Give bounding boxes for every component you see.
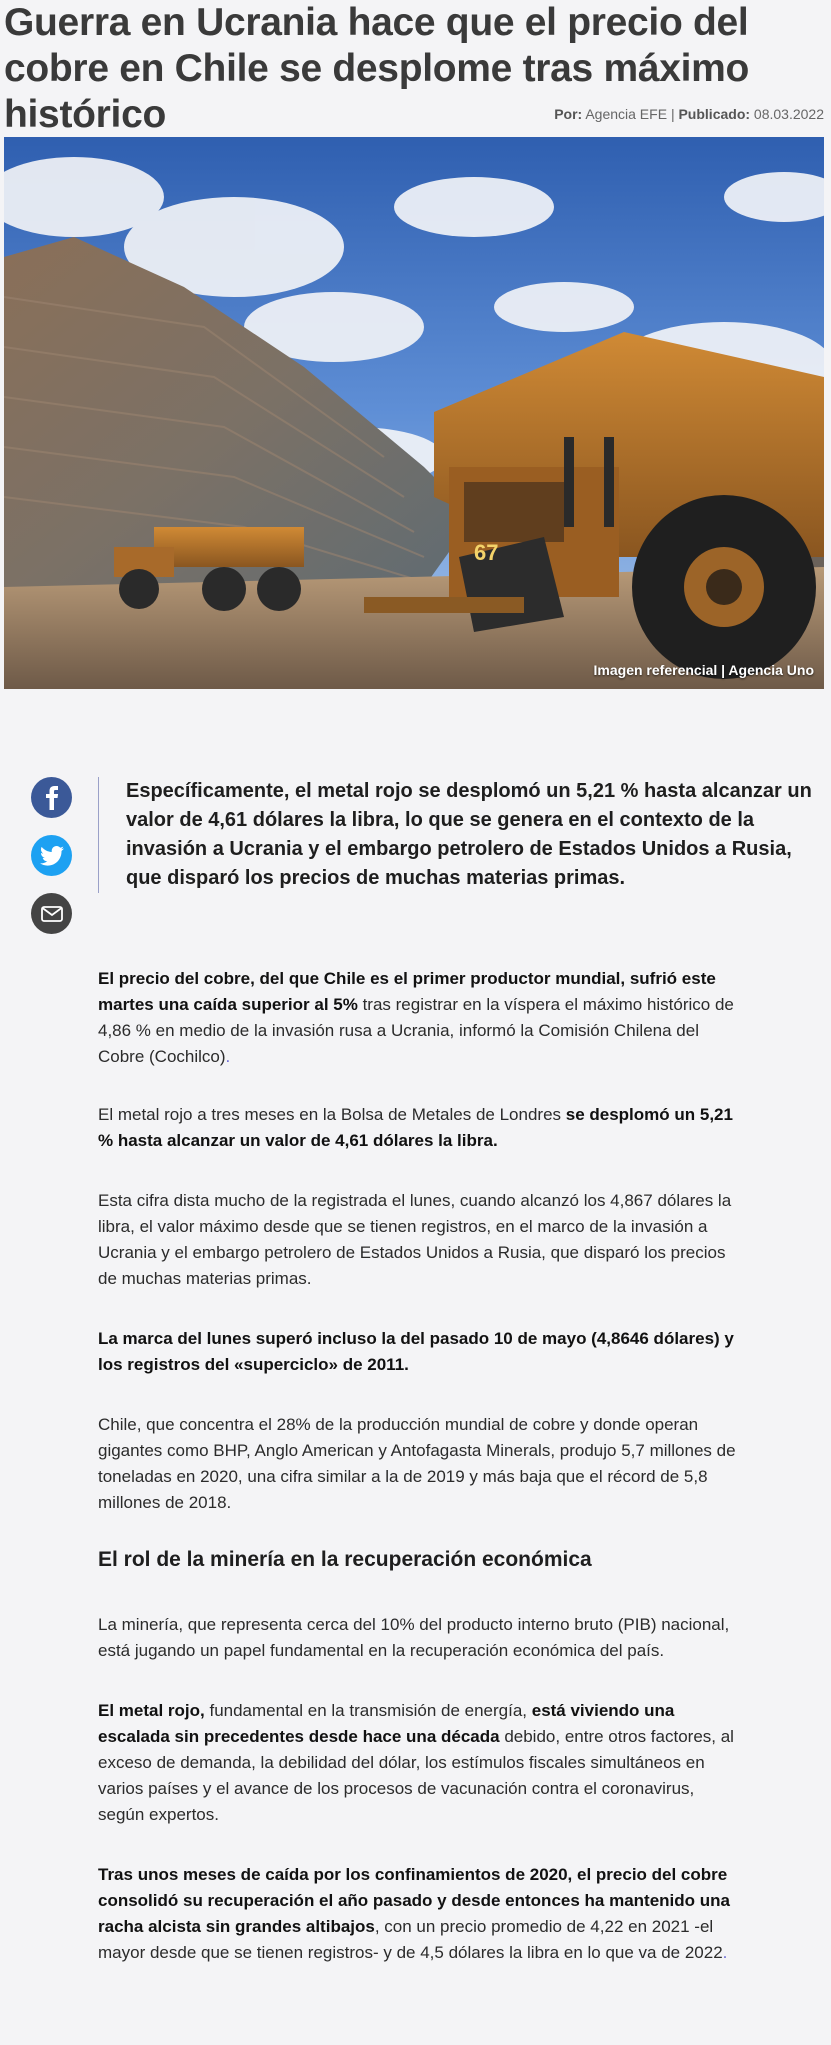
byline-separator: | bbox=[670, 106, 675, 122]
facebook-icon bbox=[42, 786, 62, 810]
mining-trucks-photo bbox=[4, 137, 824, 689]
paragraph-7 bbox=[98, 1698, 738, 1828]
share-facebook-button[interactable] bbox=[31, 777, 72, 818]
section-subheading: El rol de la minería en la recuperación económica bbox=[98, 1548, 592, 1571]
paragraph-7-bold-2: está viviendo una escalada sin precedentes desde hace una década bbox=[98, 1701, 675, 1746]
paragraph-5: Chile, que concentra el 28% de la producción mundial de cobre y donde operan gigantes como BHP, Anglo American y Antofagasta Minerals, produjo 5,7 millones de toneladas en 2020, una cifra similar a la de 2019 y más baja que el récord de 5,8 millones de 2018. bbox=[98, 1415, 736, 1512]
paragraph-8 bbox=[98, 1862, 738, 1966]
paragraph-7-text-1: fundamental en la transmisión de energía, bbox=[204, 1701, 532, 1720]
paragraph-7-text-2: debido, entre otros factores, al exceso de demanda, la debilidad del dólar, los estímulos fiscales simultáneos en varios países y el avance de los procesos de vacunación contra el coronavirus, según expertos. bbox=[98, 1727, 734, 1824]
share-twitter-button[interactable] bbox=[31, 835, 72, 876]
paragraph-1-bold: El precio del cobre, del que Chile es el primer productor mundial, sufrió este martes una caída superior al 5% bbox=[98, 969, 716, 1014]
paragraph-2-text: El metal rojo a tres meses en la Bolsa de Metales de Londres bbox=[98, 1105, 566, 1124]
byline bbox=[554, 106, 824, 122]
paragraph-1 bbox=[98, 966, 738, 1070]
paragraph-8-end: . bbox=[722, 1943, 728, 1962]
paragraph-7-bold-1: El metal rojo, bbox=[98, 1701, 205, 1720]
article-headline: Guerra en Ucrania hace que el precio del cobre en Chile se desplome tras máximo histórico bbox=[4, 1, 750, 136]
paragraph-1-end: . bbox=[225, 1047, 231, 1066]
pullquote: Específicamente, el metal rojo se desplomó un 5,21 % hasta alcanzar un valor de 4,61 dólares la libra, lo que se genera en el contexto de la invasión a Ucrania y el embargo petrolero de Estados Unidos a Rusia, que disparó los precios de muchas materias primas. bbox=[98, 777, 822, 893]
paragraph-3: Esta cifra dista mucho de la registrada el lunes, cuando alcanzó los 4,867 dólares la libra, el valor máximo desde que se tienen registros, en el marco de la invasión a Ucrania y el embargo petrolero de Estados Unidos a Rusia, que disparó los precios de muchas materias primas. bbox=[98, 1191, 732, 1288]
hero-caption: Imagen referencial | Agencia Uno bbox=[593, 662, 814, 678]
paragraph-4-bold: La marca del lunes superó incluso la del pasado 10 de mayo (4,8646 dólares) y los registros del «superciclo» de 2011. bbox=[98, 1329, 734, 1374]
byline-author[interactable]: Agencia EFE bbox=[585, 106, 668, 122]
paragraph-6: La minería, que representa cerca del 10% del producto interno bruto (PIB) nacional, está jugando un papel fundamental en la recuperación económica del país. bbox=[98, 1615, 730, 1660]
twitter-icon bbox=[40, 846, 64, 866]
mail-icon bbox=[41, 906, 63, 922]
paragraph-8-text: , con un precio promedio de 4,22 en 2021 -el mayor desde que se tienen registros- y de 4,5 dólares la libra en lo que va de 2022 bbox=[98, 1917, 723, 1962]
paragraph-1-text: tras registrar en la víspera el máximo histórico de 4,86 % en medio de la invasión rusa a Ucrania, informó la Comisión Chilena del Cobre (Cochilco) bbox=[98, 995, 734, 1066]
truck-number: 67 bbox=[474, 540, 499, 565]
paragraph-2 bbox=[98, 1102, 738, 1154]
byline-by-label: Por: bbox=[554, 106, 583, 122]
article-body bbox=[98, 966, 738, 1966]
paragraph-4 bbox=[98, 1326, 738, 1378]
share-email-button[interactable] bbox=[31, 893, 72, 934]
paragraph-8-bold: Tras unos meses de caída por los confinamientos de 2020, el precio del cobre consolidó su recuperación el año pasado y desde entonces ha mantenido una racha alcista sin grandes altibajos bbox=[98, 1865, 730, 1936]
byline-published-label: Publicado: bbox=[678, 106, 751, 122]
hero-image bbox=[4, 137, 824, 689]
byline-date: 08.03.2022 bbox=[753, 106, 824, 122]
paragraph-2-bold: se desplomó un 5,21 % hasta alcanzar un valor de 4,61 dólares la libra. bbox=[98, 1105, 733, 1150]
